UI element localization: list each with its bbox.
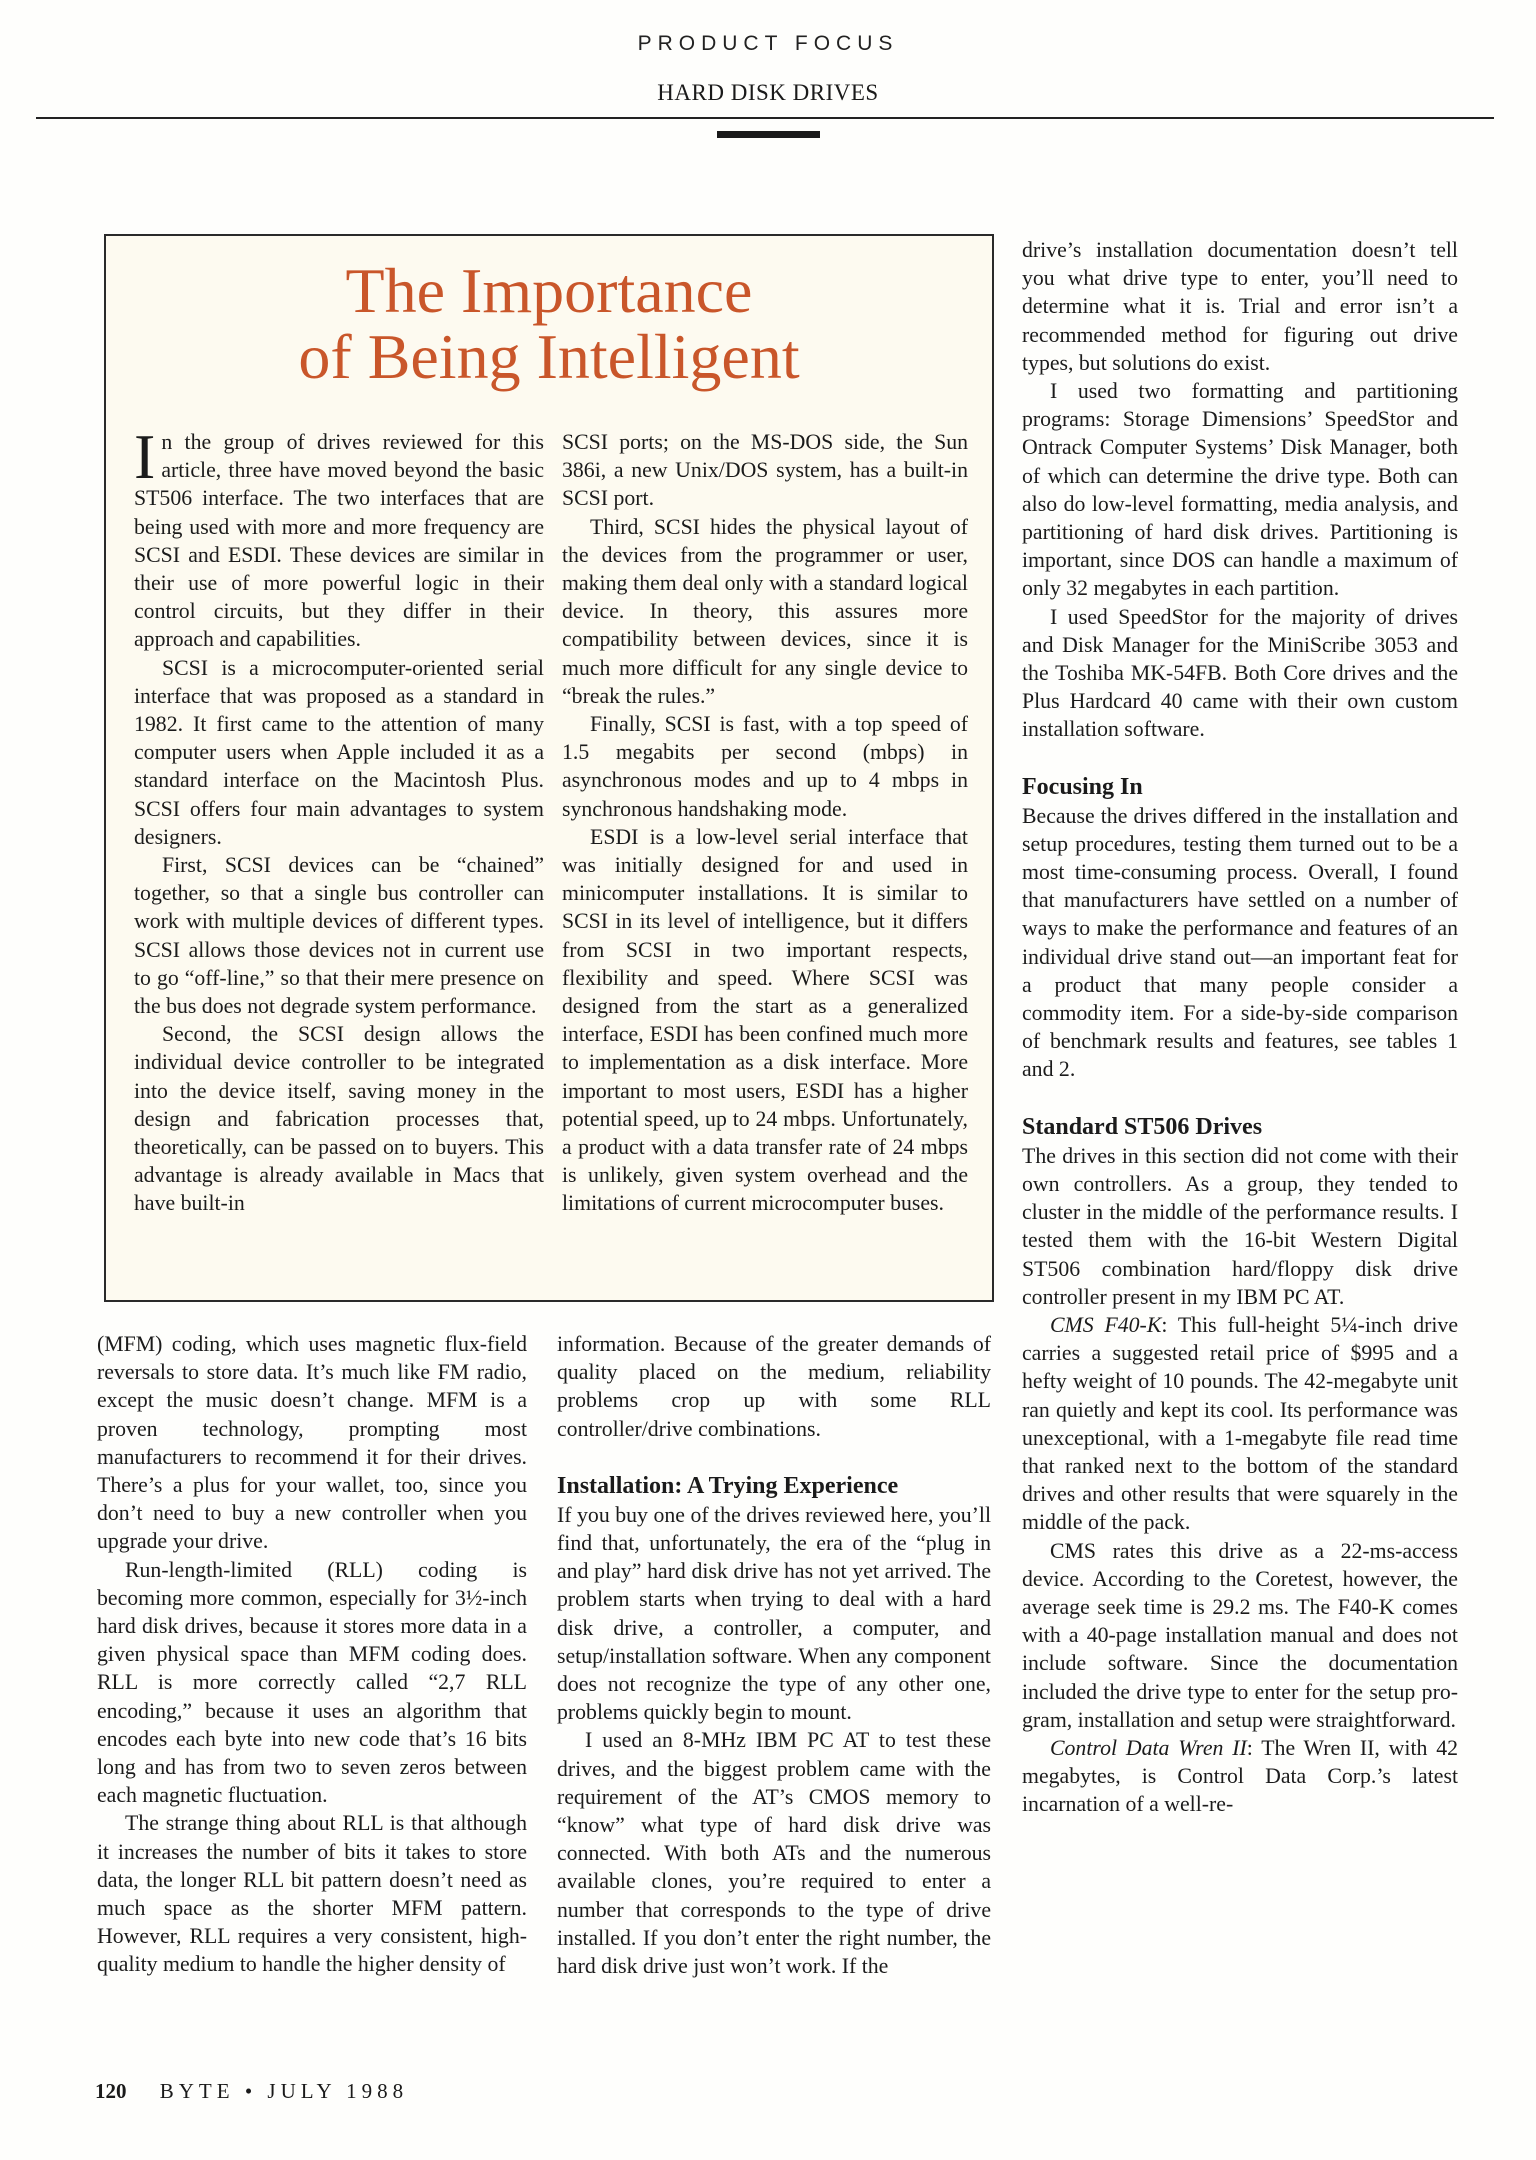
drop-cap: I <box>134 421 156 492</box>
product-name: CMS F40-K <box>1050 1312 1162 1337</box>
paragraph: If you buy one of the drives reviewed here, you’ll find that, unfortunately, the era of the “plug in and play” hard disk drive has not yet arrived. The problem starts when trying to deal with a hard disk drive, a controller, a computer, and setup/installation software. When any component does not recognize the type of any other one, problems quickly begin to mount. <box>557 1502 991 1725</box>
paragraph: information. Because of the greater demands of quality placed on the medium, reliability problems crop up with some RLL controller/drive combinations. <box>557 1332 991 1441</box>
paragraph: I used two formatting and partitioning programs: Storage Dimensions’ SpeedStor and Ontrack Computer Systems’ Disk Manager, both of which can determine the drive type. Both can also do low-level formatting, media analysis, and partitioning of hard disk drives. Partitioning is important, since DOS can handle a maximum of only 32 megabytes in each partition. <box>1022 379 1458 601</box>
paragraph: The drives in this section did not come with their own controllers. As a group, they tended to cluster in the middle of the performance results. I tested them with the 16-bit Western Digital ST506 combination hard/floppy disk drive controller present in my IBM PC AT. <box>1022 1143 1458 1309</box>
product-name: Control Data Wren II <box>1050 1735 1247 1760</box>
paragraph: CMS rates this drive as a 22-ms-access device. According to the Coretest, however, the average seek time is 29.2 ms. The F40-K comes with a 40-page installation manual and does not include software. Since the documentation included the drive type to enter for the setup program, installation and setup were straightforward. <box>1022 1538 1458 1732</box>
sidebar-box <box>104 234 994 1302</box>
paragraph: Third, SCSI hides the physical layout of the devices from the programmer or user, making them deal only with a standard logical device. In theory, this assures more compatibility between devices, since it is much more difficult for any single device to “break the rules.” <box>562 514 968 708</box>
sidebar-column-right <box>562 428 968 1218</box>
section-title: HARD DISK DRIVES <box>657 80 879 105</box>
subheading-installation: Installation: A Trying Experience <box>557 1472 899 1499</box>
paragraph: I used SpeedStor for the majority of drives and Disk Manager for the MiniScribe 3053 and the Toshiba MK-54FB. Both Core drives and the Plus Hardcard 40 came with their own custom installation software. <box>1022 604 1458 742</box>
paragraph-text: : This full-height 5¼-inch drive carries a suggested retail price of $995 and a hefty weight of 10 pounds. The 42-megabyte unit ran quietly and kept its cool. Its performance was unexceptional, with a 1-megabyte file read time that ranked next to the bottom of the standard drives and other results that were squarely in the middle of the pack. <box>1022 1312 1458 1535</box>
article-column-right <box>1022 236 1458 1819</box>
sidebar-title <box>106 255 992 392</box>
kicker-product-focus: PRODUCT FOCUS <box>637 32 899 55</box>
paragraph: Second, the SCSI design allows the individual device controller to be integrated into the device itself, saving money in the design and fabrication processes that, theoretically, can be passed on to buyers. This advantage is already available in Macs that have built-in <box>134 1022 544 1216</box>
page-number: 120 <box>95 2079 127 2103</box>
paragraph: Because the drives differed in the installation and setup procedures, testing them turned out to be a most time-consuming process. Overall, I found that manufacturers have settled on a number of ways to make the performance and features of an individual drive stand out—an important feat for a product that many people consider a commodity item. For a side-by-side comparison of benchmark results and features, see tables 1 and 2. <box>1022 803 1458 1082</box>
paragraph: ESDI is a low-level serial interface that was initially designed for and used in minicomputer installations. It is similar to SCSI in its level of intelligence, but it differs from SCSI in two important respects, flexibility and speed. Where SCSI was designed from the start as a generalized interface, ESDI has been confined much more to implementation as a disk interface. More important to most users, ESDI has a higher potential speed, up to 24 mbps. Unfortunately, a product with a data transfer rate of 24 mbps is unlikely, given system overhead and the limitations of current microcomputer buses. <box>562 824 968 1216</box>
paragraph: (MFM) coding, which uses magnetic flux-field reversals to store data. It’s much like FM radio, except the music doesn’t change. MFM is a proven technology, prompting most manufacturers to recommend it for their drives. There’s a plus for your wallet, too, since you don’t need to buy a new controller when you upgrade your drive. <box>97 1332 527 1554</box>
sidebar-column-left <box>134 421 544 1218</box>
paragraph <box>134 421 544 654</box>
header-rule-accent <box>717 131 820 138</box>
paragraph: Finally, SCSI is fast, with a top speed of 1.5 megabits per second (mbps) in asynchronous modes and up to 4 mbps in synchronous handshaking mode. <box>562 712 968 821</box>
article-column-left <box>97 1330 527 1979</box>
paragraph <box>1022 1734 1458 1819</box>
paragraph: I used an 8-MHz IBM PC AT to test these drives, and the biggest problem came with the requirement of the AT’s CMOS memory to “know” what type of hard disk drive was connected. With both ATs and the numerous available clones, you’re required to enter a number that corresponds to the type of drive installed. If you don’t enter the right number, the hard disk drive just won’t work. If the <box>557 1728 991 1979</box>
paragraph-text: : The Wren II, with 42 megabytes, is Control Data Corp.’s latest incarnation of a well-re- <box>1022 1735 1459 1817</box>
page-footer <box>95 2079 408 2104</box>
publication-line: BYTE • JULY 1988 <box>159 2079 409 2103</box>
paragraph-text: n the group of drives reviewed for this article, three have moved beyond the basic ST506 interface. The two interfaces that are being used with more and more frequency are SCSI and ESDI. These devices are similar in their use of more powerful logic in their control circuits, but they differ in their approach and capabilities. <box>134 430 544 652</box>
paragraph: First, SCSI devices can be “chained” together, so that a single bus controller can work with multiple devices of different types. SCSI allows those devices not in current use to go “off-line,” so that their mere presence on the bus does not degrade system performance. <box>134 853 544 1019</box>
article-column-middle <box>557 1330 991 1980</box>
paragraph: drive’s installation documentation doesn’t tell you what drive type to enter, you’ll need to determine what it is. Trial and error isn’t a recommended method for figuring out drive types, but solutions do exist. <box>1022 238 1458 375</box>
sidebar-title-line2: of Being Intelligent <box>298 321 800 392</box>
paragraph: SCSI ports; on the MS-DOS side, the Sun 386i, a new Unix/DOS system, has a built-in SCSI port. <box>562 430 968 511</box>
sidebar-title-line1: The Importance <box>345 255 753 326</box>
paragraph: SCSI is a microcomputer-oriented serial interface that was proposed as a standard in 1982. It first came to the attention of many computer users when Apple included it as a standard interface on the Macintosh Plus. SCSI offers four main advantages to system designers. <box>134 655 544 849</box>
paragraph: Run-length-limited (RLL) coding is becoming more common, especially for 3½-inch hard disk drives, because it stores more data in a given physical space than MFM coding does. RLL is more correctly called “2,7 RLL encoding,” because it uses an algorithm that encodes each byte into new code that’s 16 bits long and has from two to seven zeros between each magnetic fluctuation. <box>97 1557 527 1808</box>
header-rule <box>36 117 1494 119</box>
subheading-standard-st506: Standard ST506 Drives <box>1022 1113 1263 1140</box>
subheading-focusing-in: Focusing In <box>1022 773 1143 800</box>
paragraph <box>1022 1311 1458 1537</box>
paragraph: The strange thing about RLL is that although it increases the number of bits it takes to store data, the longer RLL bit pattern doesn’t need as much space as the shorter MFM pattern. However, RLL requires a very consistent, high-quality medium to handle the higher density of <box>97 1811 527 1977</box>
